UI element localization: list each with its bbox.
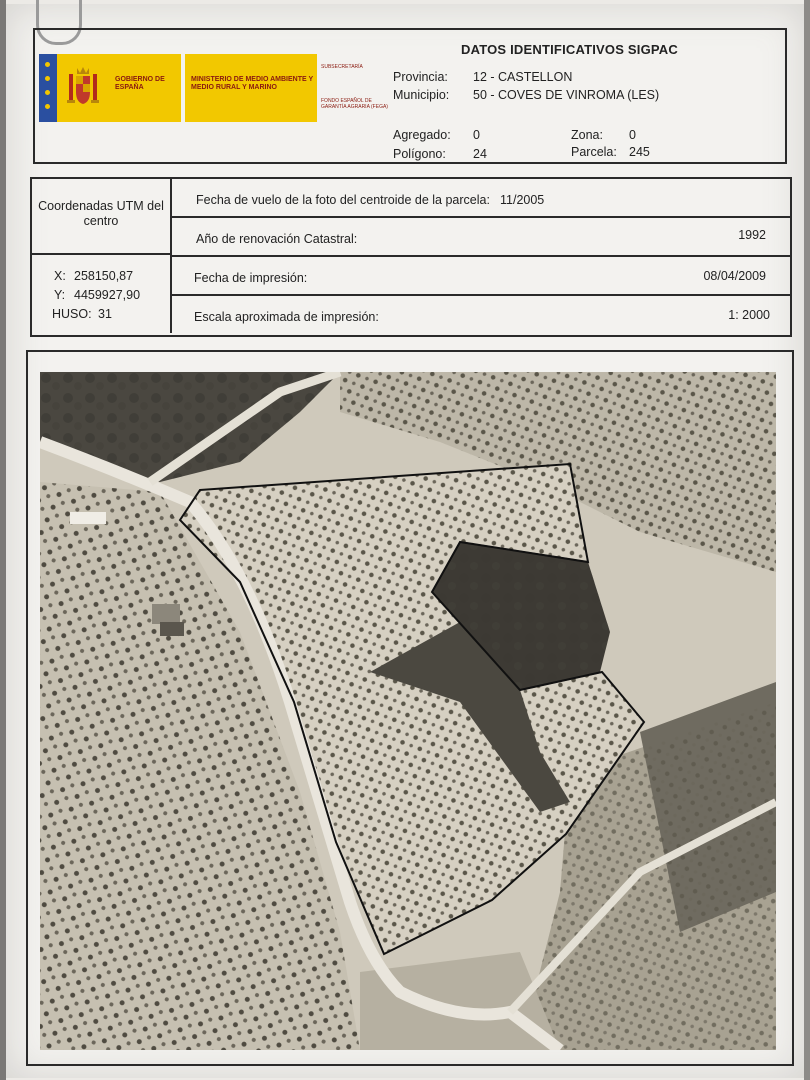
poligono-value: 24 bbox=[473, 147, 487, 161]
flight-date-value: 11/2005 bbox=[500, 193, 545, 207]
info-row bbox=[172, 218, 790, 257]
print-scale-label: Escala aproximada de impresión: bbox=[194, 310, 379, 324]
agregado-label: Agregado: bbox=[393, 128, 451, 142]
print-date-label: Fecha de impresión: bbox=[194, 271, 308, 285]
subsecretaria-text: SUBSECRETARÍA bbox=[321, 64, 363, 70]
flag-strip bbox=[39, 54, 57, 122]
huso-value: 31 bbox=[98, 307, 112, 321]
y-value: 4459927,90 bbox=[74, 288, 141, 302]
orthophoto bbox=[40, 372, 776, 1050]
zona-label: Zona: bbox=[571, 128, 603, 142]
poligono-label: Polígono: bbox=[393, 147, 446, 161]
gobierno-text: GOBIERNO DE ESPAÑA bbox=[115, 76, 165, 91]
print-scale-value: 1: 2000 bbox=[728, 308, 770, 322]
coat-of-arms-icon bbox=[67, 64, 99, 108]
sigpac-header bbox=[33, 28, 787, 164]
x-label: X: bbox=[54, 269, 66, 283]
provincia-value: 12 - CASTELLON bbox=[473, 70, 573, 84]
gobierno-block bbox=[57, 54, 181, 122]
subsecretaria-block bbox=[321, 64, 393, 126]
fondo-text: FONDO ESPAÑOL DE GARANTÍA AGRARIA (FEGA) bbox=[321, 98, 388, 110]
government-logo bbox=[39, 54, 388, 124]
municipio-value: 50 - COVES DE VINROMA (LES) bbox=[473, 88, 660, 102]
flight-date-label: Fecha de vuelo de la foto del centroide de la parcela: bbox=[196, 193, 490, 207]
provincia-label: Provincia: bbox=[393, 70, 448, 84]
print-date-value: 08/04/2009 bbox=[703, 269, 766, 283]
x-value: 258150,87 bbox=[74, 269, 134, 283]
cadastral-year-label: Año de renovación Catastral: bbox=[196, 232, 358, 246]
document-sheet bbox=[6, 4, 804, 1078]
info-row bbox=[172, 296, 790, 333]
agregado-value: 0 bbox=[473, 128, 480, 142]
utm-panel bbox=[32, 179, 172, 333]
info-row bbox=[172, 257, 790, 296]
coordinates-box bbox=[30, 177, 792, 337]
parcela-label: Parcela: bbox=[571, 145, 617, 159]
sigpac-title: DATOS IDENTIFICATIVOS SIGPAC bbox=[461, 42, 678, 57]
binder-edge-right bbox=[804, 0, 810, 1080]
orthophoto-frame bbox=[26, 350, 794, 1066]
ministerio-text: MINISTERIO DE MEDIO AMBIENTE Y MEDIO RURAL Y MARINO bbox=[191, 76, 313, 91]
utm-title: Coordenadas UTM del centro bbox=[38, 199, 164, 228]
ministerio-block bbox=[185, 54, 317, 122]
parcela-value: 245 bbox=[629, 145, 650, 159]
y-label: Y: bbox=[54, 288, 66, 302]
municipio-label: Municipio: bbox=[393, 88, 450, 102]
info-row bbox=[172, 179, 790, 218]
cadastral-year-value: 1992 bbox=[738, 228, 766, 242]
huso-label: HUSO: bbox=[52, 307, 92, 321]
zona-value: 0 bbox=[629, 128, 636, 142]
